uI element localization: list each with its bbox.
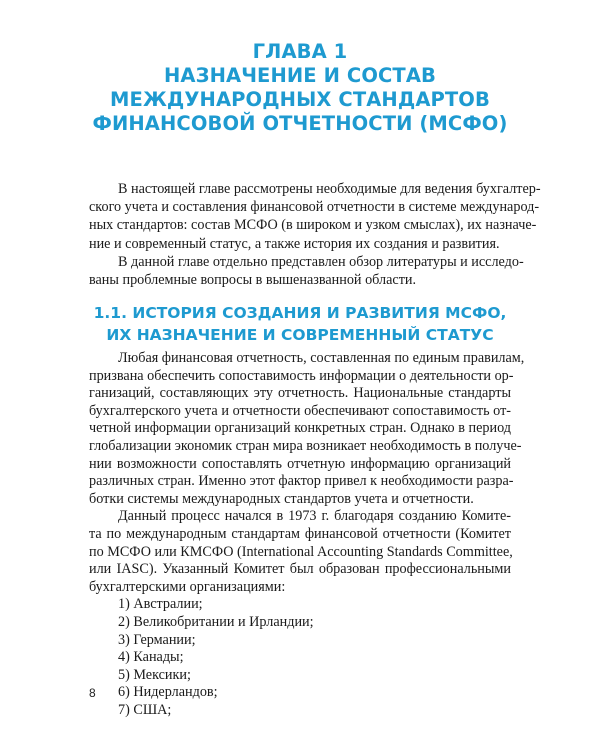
body-line: призвана обеспечить сопоставимость информации о деятельности ор- <box>89 367 514 384</box>
chapter-title-line: ФИНАНСОВОЙ ОТЧЕТНОСТИ (МСФО) <box>92 112 508 135</box>
body-line: четной информации организаций конкретных стран. Однако в период <box>89 420 511 437</box>
section-title-line: ИХ НАЗНАЧЕНИЕ И СОВРЕМЕННЫЙ СТАТУС <box>106 326 494 344</box>
chapter-title-line: НАЗНАЧЕНИЕ И СОСТАВ <box>164 64 436 87</box>
body-line: нии возможности сопоставлять отчетную информацию организаций <box>89 455 511 472</box>
list-item: 2) Великобритании и Ирландии; <box>118 613 314 630</box>
body-line: Данный процесс начался в 1973 г. благодаря созданию Комите- <box>118 508 511 525</box>
list-item: 5) Мексики; <box>118 666 191 683</box>
body-line: ботки системы международных стандартов учета и отчетности. <box>89 490 474 507</box>
intro-line: В настоящей главе рассмотрены необходимые для ведения бухгалтер- <box>118 181 541 197</box>
intro-line: ваны проблемные вопросы в вышеназванной области. <box>89 271 417 288</box>
intro-paragraphs <box>89 180 541 289</box>
list-item: 6) Нидерландов; <box>118 684 218 701</box>
body-line: ганизаций, составляющих эту отчетность. Национальные стандарты <box>89 385 511 402</box>
body-line: глобализации экономик стран мира возникает необходимость в получе- <box>89 437 522 454</box>
list-item: 7) США; <box>118 701 172 718</box>
intro-line: ние и современный статус, а также история их создания и развития. <box>89 235 500 252</box>
body-line: по МСФО или КМСФО (International Accounting Standards Committee, <box>89 543 513 560</box>
list-item: 3) Германии; <box>118 631 196 648</box>
body-line: та по международным стандартам финансовой отчетности (Комитет <box>89 525 511 542</box>
section-title-line: 1.1. ИСТОРИЯ СОЗДАНИЯ И РАЗВИТИЯ МСФО, <box>93 304 507 322</box>
body-line: бухгалтерскими организациями: <box>89 578 286 595</box>
list-item: 4) Канады; <box>118 649 184 666</box>
body-line: бухгалтерского учета и отчетности обеспечивают сопоставимость от- <box>89 402 511 419</box>
body-line: или IASC). Указанный Комитет был образован профессиональными <box>89 561 511 578</box>
body-line: Любая финансовая отчетность, составленная по единым правилам, <box>118 350 525 366</box>
list-item: 1) Австралии; <box>118 596 203 613</box>
intro-line: ского учета и составления финансовой отчетности в системе международ- <box>89 199 540 216</box>
body-line: различных стран. Именно этот фактор привел к необходимости разра- <box>89 473 514 490</box>
page-number: 8 <box>89 686 96 700</box>
chapter-title <box>0 40 600 136</box>
intro-line: ных стандартов: состав МСФО (в широком и узком смыслах), их назначе- <box>89 217 537 234</box>
intro-line: В данной главе отдельно представлен обзор литературы и исследо- <box>118 253 524 270</box>
section-title <box>0 302 600 346</box>
chapter-title-line: ГЛАВА 1 <box>252 40 348 63</box>
section-body <box>89 350 525 719</box>
chapter-title-line: МЕЖДУНАРОДНЫХ СТАНДАРТОВ <box>110 88 490 111</box>
